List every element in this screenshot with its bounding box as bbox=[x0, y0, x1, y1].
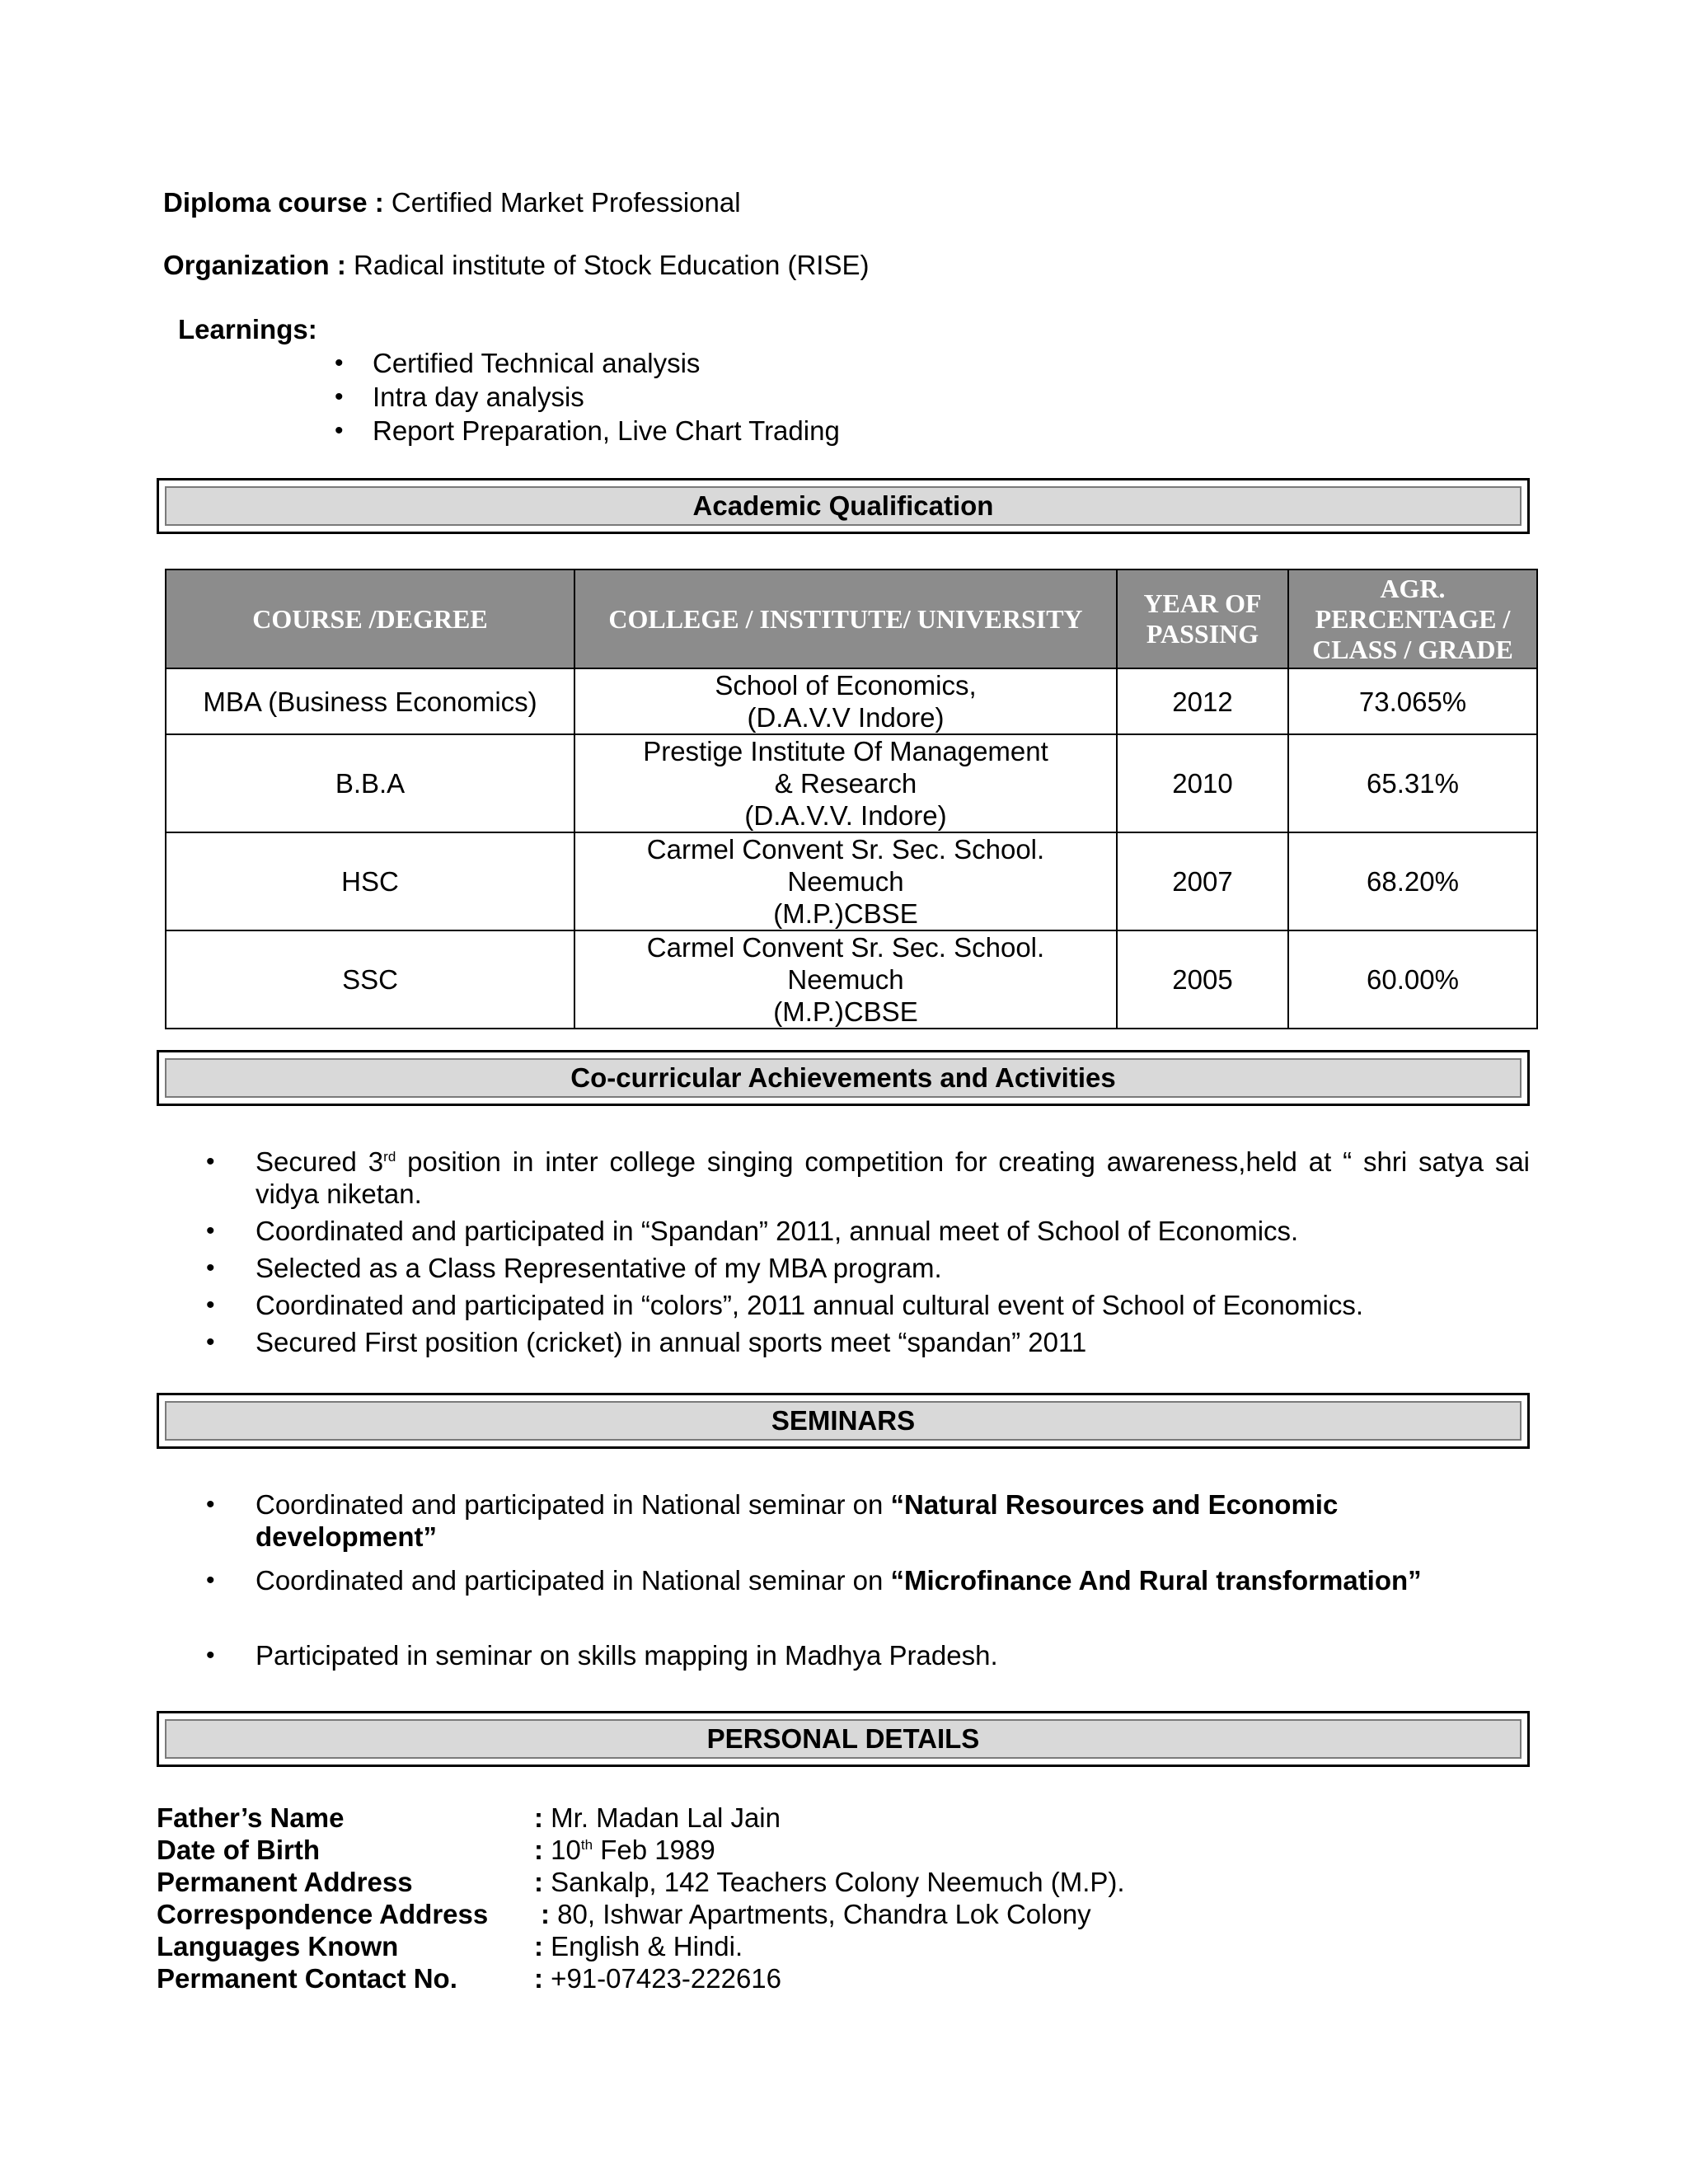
learnings-label: Learnings: bbox=[178, 314, 317, 344]
dob-label: Date of Birth bbox=[157, 1835, 320, 1865]
cell-college: Carmel Convent Sr. Sec. School. Neemuch (M.P.)CBSE bbox=[574, 930, 1117, 1029]
languages-label: Languages Known bbox=[157, 1931, 399, 1961]
list-item: • Secured First position (cricket) in annual sports meet “spandan” 2011 bbox=[201, 1326, 1530, 1358]
cell-grade: 73.065% bbox=[1288, 668, 1537, 734]
diploma-label: Diploma course : bbox=[163, 187, 384, 218]
cell-grade: 65.31% bbox=[1288, 734, 1537, 832]
cocurricular-heading: Co-curricular Achievements and Activities bbox=[165, 1058, 1522, 1098]
cocurricular-list bbox=[201, 1146, 1530, 1358]
learnings-list bbox=[330, 346, 840, 448]
fathers-name-label: Father’s Name bbox=[157, 1802, 345, 1833]
cell-year: 2010 bbox=[1117, 734, 1288, 832]
cell-year: 2005 bbox=[1117, 930, 1288, 1029]
cell-year: 2007 bbox=[1117, 832, 1288, 930]
academic-table bbox=[165, 569, 1538, 1029]
cell-year: 2012 bbox=[1117, 668, 1288, 734]
header-course: COURSE /DEGREE bbox=[166, 569, 574, 668]
contact-value: : +91-07423-222616 bbox=[534, 1963, 782, 1994]
organization-value: Radical institute of Stock Education (RISE) bbox=[354, 250, 870, 280]
header-year: YEAR OF PASSING bbox=[1117, 569, 1288, 668]
diploma-line bbox=[163, 186, 741, 219]
languages-value: : English & Hindi. bbox=[534, 1931, 743, 1961]
contact-label: Permanent Contact No. bbox=[157, 1963, 457, 1994]
seminars-heading-box bbox=[157, 1393, 1530, 1449]
permanent-address-value: : Sankalp, 142 Teachers Colony Neemuch (M.P). bbox=[534, 1867, 1125, 1897]
list-item: • Selected as a Class Representative of my MBA program. bbox=[201, 1252, 1530, 1284]
cell-course: HSC bbox=[166, 832, 574, 930]
list-item: • Coordinated and participated in “Spandan” 2011, annual meet of School of Economics. bbox=[201, 1215, 1530, 1247]
correspondence-address-label: Correspondence Address bbox=[157, 1899, 489, 1929]
list-item: • Coordinated and participated in National seminar on “Natural Resources and Economic development” bbox=[201, 1488, 1372, 1553]
list-item: • Participated in seminar on skills mapping in Madhya Pradesh. bbox=[201, 1639, 1372, 1671]
table-row bbox=[166, 832, 1537, 930]
list-item: • Report Preparation, Live Chart Trading bbox=[330, 414, 840, 448]
seminars-heading: SEMINARS bbox=[165, 1401, 1522, 1441]
permanent-address-label: Permanent Address bbox=[157, 1867, 413, 1897]
list-item: • Certified Technical analysis bbox=[330, 346, 840, 380]
cell-course: SSC bbox=[166, 930, 574, 1029]
list-item: • Intra day analysis bbox=[330, 380, 840, 414]
academic-heading-box bbox=[157, 478, 1530, 534]
diploma-value: Certified Market Professional bbox=[391, 187, 741, 218]
cell-college: School of Economics, (D.A.V.V Indore) bbox=[574, 668, 1117, 734]
cell-grade: 68.20% bbox=[1288, 832, 1537, 930]
correspondence-address-value: : 80, Ishwar Apartments, Chandra Lok Colony bbox=[541, 1899, 1091, 1929]
fathers-name-value: : Mr. Madan Lal Jain bbox=[534, 1802, 781, 1833]
personal-heading: PERSONAL DETAILS bbox=[165, 1719, 1522, 1759]
table-row bbox=[166, 668, 1537, 734]
header-grade: AGR. PERCENTAGE / CLASS / GRADE bbox=[1288, 569, 1537, 668]
personal-heading-box bbox=[157, 1711, 1530, 1767]
organization-label: Organization : bbox=[163, 250, 346, 280]
cell-course: MBA (Business Economics) bbox=[166, 668, 574, 734]
table-header-row bbox=[166, 569, 1537, 668]
table-row bbox=[166, 930, 1537, 1029]
table-row bbox=[166, 734, 1537, 832]
cocurricular-heading-box bbox=[157, 1050, 1530, 1106]
cell-course: B.B.A bbox=[166, 734, 574, 832]
list-item: • Coordinated and participated in “colors”, 2011 annual cultural event of School of Economics. bbox=[201, 1289, 1530, 1321]
list-item: • Secured 3rd position in inter college singing competition for creating awareness,held at “ shri satya sai vidya niketan. bbox=[201, 1146, 1530, 1210]
cell-college: Prestige Institute Of Management & Research (D.A.V.V. Indore) bbox=[574, 734, 1117, 832]
list-item: • Coordinated and participated in National seminar on “Microfinance And Rural transformation” bbox=[201, 1564, 1574, 1596]
seminars-list bbox=[201, 1488, 1422, 1671]
cell-college: Carmel Convent Sr. Sec. School. Neemuch (M.P.)CBSE bbox=[574, 832, 1117, 930]
header-college: COLLEGE / INSTITUTE/ UNIVERSITY bbox=[574, 569, 1117, 668]
organization-line bbox=[163, 249, 869, 282]
academic-heading: Academic Qualification bbox=[165, 486, 1522, 526]
cell-grade: 60.00% bbox=[1288, 930, 1537, 1029]
dob-value: : 10th Feb 1989 bbox=[534, 1835, 715, 1865]
